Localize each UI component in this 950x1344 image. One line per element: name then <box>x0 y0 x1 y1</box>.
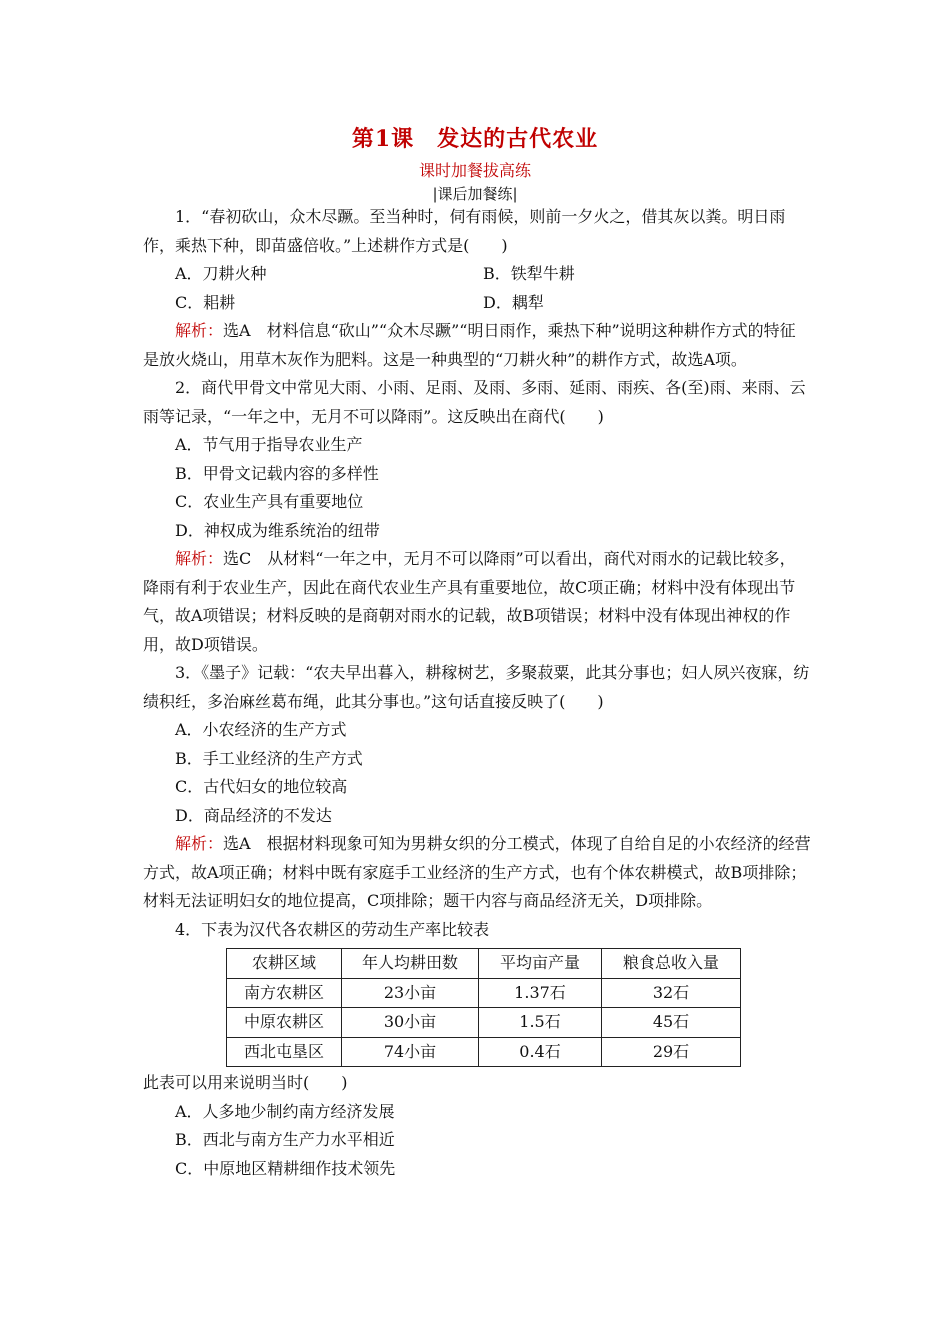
question-1-stem: 1．“春初砍山，众木尽蹶。至当种时，伺有雨候，则前一夕火之，借其灰以粪。明日雨作，乘热下种，即苗盛倍收。”上述耕作方式是( ) <box>143 207 786 255</box>
table-cell: 32石 <box>602 978 741 1008</box>
question-1-explanation <box>143 317 811 374</box>
explanation-label: 解析： <box>175 834 224 853</box>
lesson-subtitle: 课时加餐拔高练 <box>418 161 531 180</box>
question-list <box>143 203 811 1183</box>
question-1-option-b: B．铁犁牛耕 <box>483 264 575 283</box>
lesson-title: 第1课 发达的古代农业 <box>351 126 599 152</box>
question-1-options-row-2 <box>143 289 811 318</box>
table-cell: 45石 <box>602 1008 741 1038</box>
question-2-option-a: A．节气用于指导农业生产 <box>175 435 363 454</box>
table-cell: 0.4石 <box>479 1037 602 1067</box>
question-4-option-c: C．中原地区精耕细作技术领先 <box>175 1158 396 1178</box>
table-cell: 南方农耕区 <box>227 978 342 1008</box>
question-3-stem: 3．《墨子》记载：“农夫早出暮入，耕稼树艺，多聚菽粟，此其分事也；妇人夙兴夜寐，纺绩积纴，多治麻丝葛布绳，此其分事也。”这句话直接反映了( ) <box>143 663 810 711</box>
table-header-cell: 粮食总收入量 <box>602 949 741 979</box>
table-header-cell: 平均亩产量 <box>479 949 602 979</box>
question-3-explanation <box>143 830 811 916</box>
table-cell: 中原农耕区 <box>227 1008 342 1038</box>
explanation-text: 选A 材料信息“砍山”“众木尽蹶”“明日雨作，乘热下种”说明这种耕作方式的特征是放火烧山，用草木灰作为肥料。这是一种典型的“刀耕火种”的耕作方式，故选A项。 <box>143 321 796 369</box>
question-2-option-c: C．农业生产具有重要地位 <box>175 492 364 511</box>
explanation-text: 选A 根据材料现象可知为男耕女织的分工模式，体现了自给自足的小农经济的经营方式，故A项正确；材料中既有家庭手工业经济的生产方式，也有个体农耕模式，故B项排除；材料无法证明妇女的地位提高，C项排除；题干内容与商品经济无关，D项排除。 <box>143 834 811 910</box>
table-row <box>227 978 741 1008</box>
table-header-cell: 农耕区域 <box>227 949 342 979</box>
question-4-stem: 4．下表为汉代各农耕区的劳动生产率比较表 <box>175 919 490 939</box>
explanation-label: 解析： <box>175 321 224 340</box>
table-header-cell: 年人均耕田数 <box>342 949 479 979</box>
question-4-option-b: B．西北与南方生产力水平相近 <box>175 1130 395 1149</box>
table-cell: 1.37石 <box>479 978 602 1008</box>
question-3-option-a: A．小农经济的生产方式 <box>175 720 347 739</box>
question-1-option-d: D．耦犁 <box>483 292 544 312</box>
question-2-option-d: D．神权成为维系统治的纽带 <box>175 520 380 540</box>
question-1-options-row-1 <box>143 260 811 289</box>
question-2-explanation <box>143 545 811 659</box>
table-header-row <box>227 949 741 979</box>
table-cell: 30小亩 <box>342 1008 479 1038</box>
question-3-option-c: C．古代妇女的地位较高 <box>175 777 348 796</box>
question-4-option-a: A．人多地少制约南方经济发展 <box>175 1101 395 1121</box>
table-cell: 74小亩 <box>342 1037 479 1067</box>
explanation-text: 选C 从材料“一年之中，无月不可以降雨”可以看出，商代对雨水的记载比较多，降雨有利于农业生产，因此在商代农业生产具有重要地位，故C项正确；材料中没有体现出节气，故A项错误；材料反映的是商朝对雨水的记载，故B项错误；材料中没有体现出神权的作用，故D项错误。 <box>143 549 796 654</box>
question-3-option-b: B．手工业经济的生产方式 <box>175 748 363 768</box>
question-1-option-a: A．刀耕火种 <box>175 264 267 283</box>
table-row <box>227 1037 741 1067</box>
question-3-option-d: D．商品经济的不发达 <box>175 805 332 825</box>
table-cell: 23小亩 <box>342 978 479 1008</box>
table-cell: 29石 <box>602 1037 741 1067</box>
table-cell: 1.5石 <box>479 1008 602 1038</box>
section-label: |课后加餐练| <box>432 185 518 203</box>
question-1-option-c: C．耜耕 <box>175 292 236 312</box>
table-cell: 西北屯垦区 <box>227 1037 342 1067</box>
question-2-option-b: B．甲骨文记载内容的多样性 <box>175 463 379 483</box>
table-row <box>227 1008 741 1038</box>
explanation-label: 解析： <box>175 549 224 568</box>
question-4-followup: 此表可以用来说明当时( ) <box>143 1073 348 1092</box>
question-2-stem: 2．商代甲骨文中常见大雨、小雨、足雨、及雨、多雨、延雨、雨疾、各(至)雨、来雨、云雨等记录，“一年之中，无月不可以降雨”。这反映出在商代( ) <box>143 378 806 426</box>
productivity-table <box>226 948 741 1067</box>
